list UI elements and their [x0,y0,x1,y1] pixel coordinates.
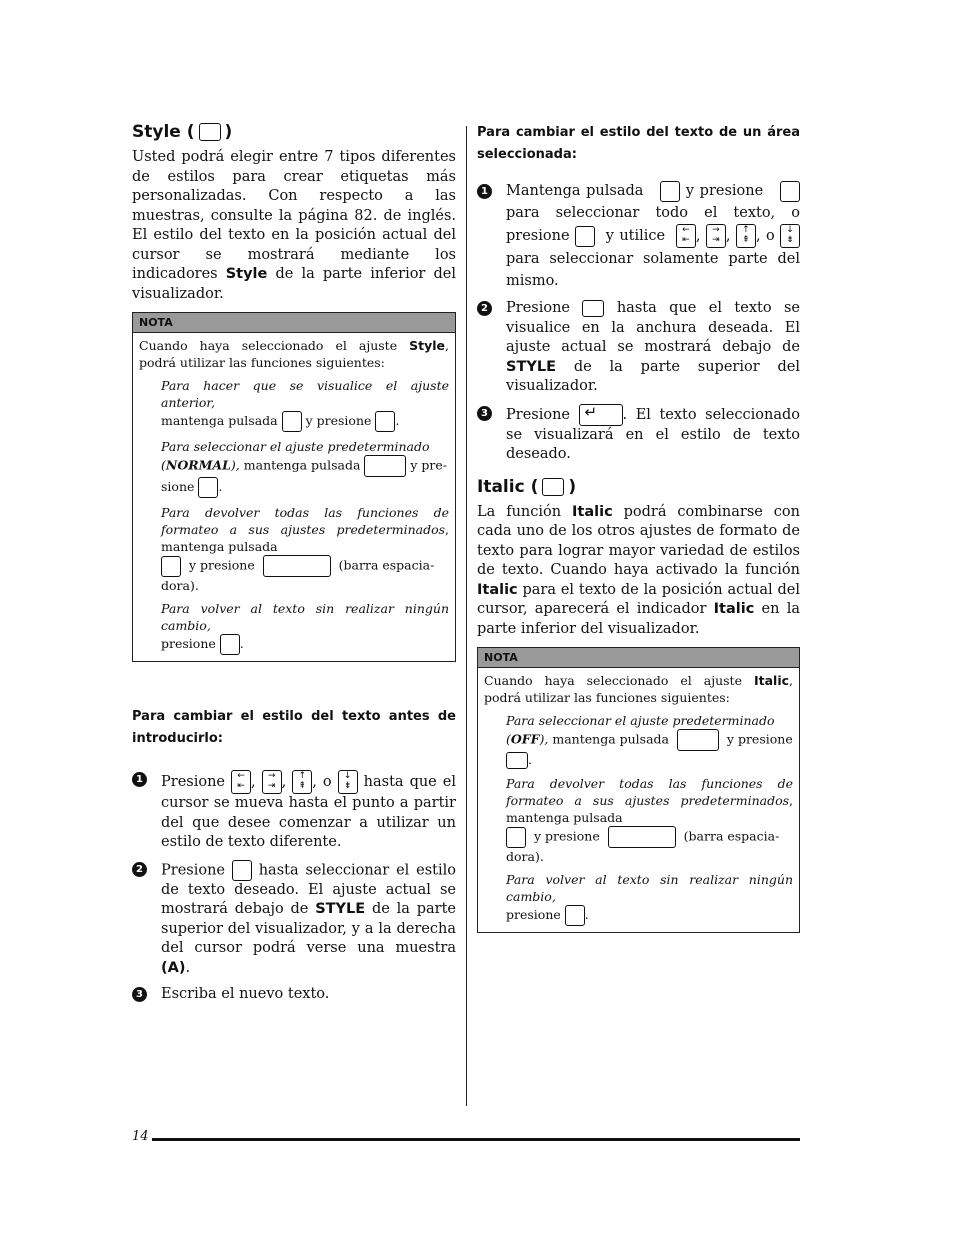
note-intro: Cuando haya seleccionado el ajuste Italic, podrá utilizar las funciones siguientes: [484,673,793,705]
footer-rule [152,1138,800,1141]
space-key-icon [263,555,331,577]
down-arrow-key-icon: ↓ ⇟ [780,224,800,248]
style-intro: Usted podrá elegir entre 7 tipos diferentes de estilos para crear etiquetas más personalizadas. Con respecto a las muestras, consulte la página 82. de inglés. El estilo del texto en la posición actual del cursor se mostrará mediante los indicadores Style de la parte inferior del visualizador. [132,149,456,302]
right-arrow-key-icon: → ⇥ [706,224,726,248]
step-number-1-icon: 1 [132,772,147,787]
left-arrow-key-icon: ← ⇤ [676,224,696,248]
step-number-2-icon: 2 [477,301,492,316]
step-2: 2 Presione hasta seleccionar el estilo de texto deseado. El ajuste actual se mostrará debajo de STYLE de la parte superior del visualizador, y a la derecha del cursor podrá verse una muestra (A). [132,860,456,979]
shift-key-icon [364,455,406,477]
note-intro: Cuando haya seleccionado el ajuste Style, podrá utilizar las funciones siguientes: [139,338,449,370]
italic-heading: Italic ( ) [477,476,577,497]
step-2: 2 Presione hasta que el texto se visualice en la anchura deseada. El ajuste actual se mostrará debajo de STYLE de la parte superior del visualizador. [477,299,800,397]
note-item-cancel: Para volver al texto sin realizar ningún cambio, presione . [506,871,793,926]
down-arrow-key-icon: ↓ ⇟ [338,770,358,794]
step-number-2-icon: 2 [132,862,147,877]
step-3: 3 Escriba el nuevo texto. [132,985,456,1005]
note-item-cancel: Para volver al texto sin realizar ningún cambio, presione . [161,600,449,655]
column-divider [466,126,467,1106]
code-key-icon [660,181,680,202]
cancel-key-icon [565,905,585,926]
italic-key-icon [506,752,528,769]
select-key-icon [575,226,595,247]
note-item-reset-formatting: Para devolver todas las funciones de formateo a sus ajustes predeterminados, mantenga pulsada y presione (barra espacia- dora). [506,776,793,864]
note-header: NOTA [478,648,799,668]
right-arrow-key-icon: → ⇥ [262,770,282,794]
note-item-previous-setting: Para hacer que se visualice el ajuste anterior, mantenga pulsada y presione . [161,377,449,432]
before-typing-subhead: Para cambiar el estilo del texto antes de introducirlo: [132,709,456,746]
code-key-icon [282,411,302,432]
note-item-reset-formatting: Para devolver todas las funciones de formateo a sus ajustes predeterminados, mantenga pulsada y presione (barra espacia- dora). [161,505,449,593]
style-note-box [132,312,456,662]
right-column [477,118,800,933]
selected-area-subhead: Para cambiar el estilo del texto de un área seleccionada: [477,125,800,162]
step-number-1-icon: 1 [477,184,492,199]
italic-intro: La función Italic podrá combinarse con cada uno de los otros ajustes de formato de texto para lograr mayor variedad de estilos de texto. Cuando haya activado la función Italic para el texto de la posición actual del cursor, aparecerá el indicador Italic en la parte inferior del visualizador. [477,503,800,637]
code-key-icon [506,827,526,848]
up-arrow-key-icon: ↑ ⇞ [736,224,756,248]
style-key-icon [232,860,252,881]
cancel-key-icon [220,634,240,655]
page-number: 14 [132,1129,149,1144]
italic-key-icon [542,478,564,496]
step-1: 1 Mantenga pulsada y presione para seleccionar todo el texto, o presione y utilice ← ⇤ , → ⇥ , ↑ ⇞ , o ↓ ⇟ para seleccionar solamente parte del mismo. [477,180,800,292]
style-key-icon [199,123,221,141]
home-key-icon [780,181,800,202]
style-key-icon [198,477,218,498]
style-heading: Style ( ) [132,122,233,142]
note-item-default-setting: Para seleccionar el ajuste predeterminado (NORMAL), mantenga pulsada y pre- sione . [161,438,449,498]
space-key-icon [608,826,676,848]
style-key-icon [582,300,604,317]
left-column [132,118,456,1012]
step-3: 3 Presione ↵ . El texto seleccionado se visualizará en el estilo de texto deseado. [477,404,800,465]
selected-area-steps [477,180,800,465]
step-number-3-icon: 3 [132,987,147,1002]
note-item-default-setting: Para seleccionar el ajuste predeterminado (OFF), mantenga pulsada y presione . [506,713,793,767]
code-key-icon [161,556,181,577]
step-number-3-icon: 3 [477,406,492,421]
up-arrow-key-icon: ↑ ⇞ [292,770,312,794]
step-1: 1 Presione ← ⇤ , → ⇥ , ↑ ⇞ , o ↓ ⇟ hasta que el cursor se mueva hasta el punto a partir del que desee comenzar a utilizar un estilo de texto diferente. [132,770,456,853]
style-key-icon [375,411,395,432]
before-typing-steps [132,770,456,1005]
left-arrow-key-icon: ← ⇤ [231,770,251,794]
shift-key-icon [677,729,719,751]
note-header: NOTA [133,313,455,333]
enter-key-icon: ↵ [579,404,623,426]
italic-note-box [477,647,800,933]
